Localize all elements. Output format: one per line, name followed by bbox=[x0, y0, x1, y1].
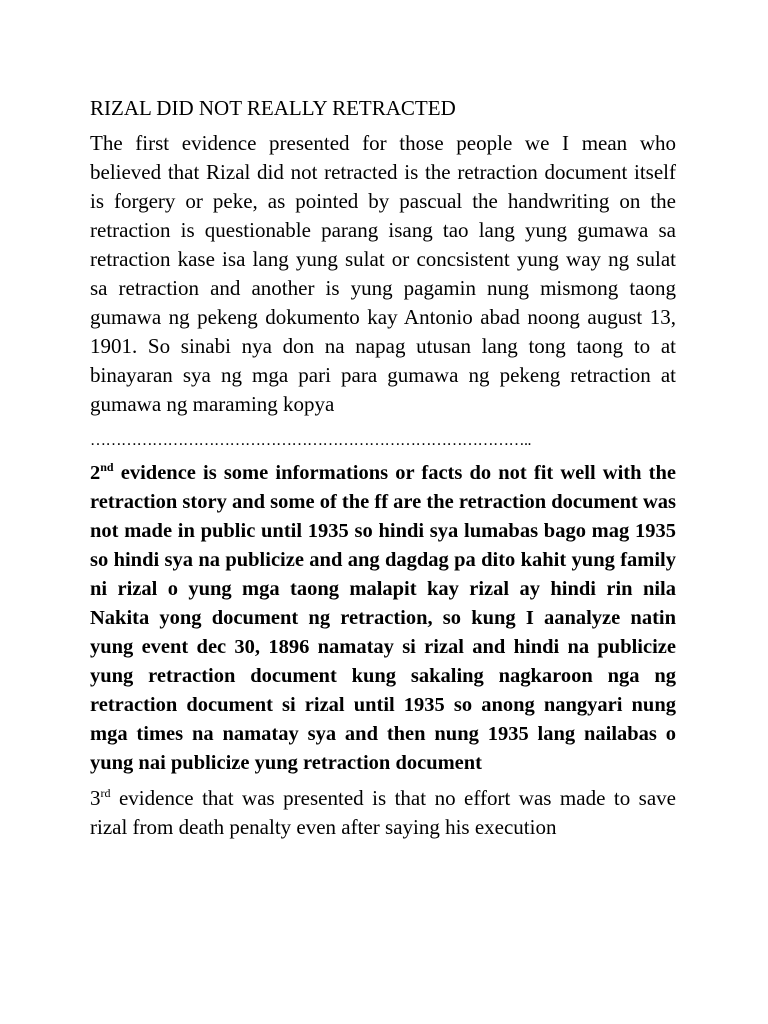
paragraph-text: evidence is some informations or facts do not fit well with the retraction story and some of the ff are the retraction document was not made in public until 1935 so hindi sya lumabas bago mag 1935 so hindi sya na publicize and ang dagdag pa dito kahit yung family ni rizal o yung mga taong malapit kay rizal ay hindi rin nila Nakita yong document ng retraction, so kung I aanalyze natin yung event dec 30, 1896 namatay si rizal and hindi na publicize yung retraction document kung sakaling nagkaroon nga ng retraction document si rizal until 1935 so anong nangyari nung mga times na namatay sya and then nung 1935 lang nailabas o yung nai publicize yung retraction document bbox=[90, 462, 676, 774]
ordinal-number: 3 bbox=[90, 786, 101, 810]
paragraph-text: evidence that was presented is that no effort was made to save rizal from death penalty even after saying his execution bbox=[90, 786, 676, 839]
ordinal-suffix: rd bbox=[100, 786, 111, 800]
paragraph-third-evidence bbox=[90, 784, 676, 842]
document-title: RIZAL DID NOT REALLY RETRACTED bbox=[90, 96, 456, 120]
paragraph-second-evidence bbox=[90, 459, 676, 778]
paragraph-first-evidence: The first evidence presented for those people we I mean who believed that Rizal did not retracted is the retraction document itself is forgery or peke, as pointed by pascual the handwriting on the retraction is questionable parang isang tao lang yung gumawa sa retraction kase isa lang yung sulat or concsistent yung way ng sulat sa retraction and another is yung pagamin nung mismong taong gumawa ng pekeng dokumento kay Antonio abad noong august 13, 1901. So sinabi nya don na napag utusan lang tong taong to at binayaran sya ng mga pari para gumawa ng pekeng retraction at gumawa ng maraming kopya bbox=[90, 131, 676, 416]
document-body bbox=[90, 94, 676, 842]
ordinal-number: 2 bbox=[90, 462, 101, 484]
ordinal-suffix: nd bbox=[100, 460, 114, 475]
dotted-separator: ………………………………………………………………………….. bbox=[90, 432, 531, 449]
